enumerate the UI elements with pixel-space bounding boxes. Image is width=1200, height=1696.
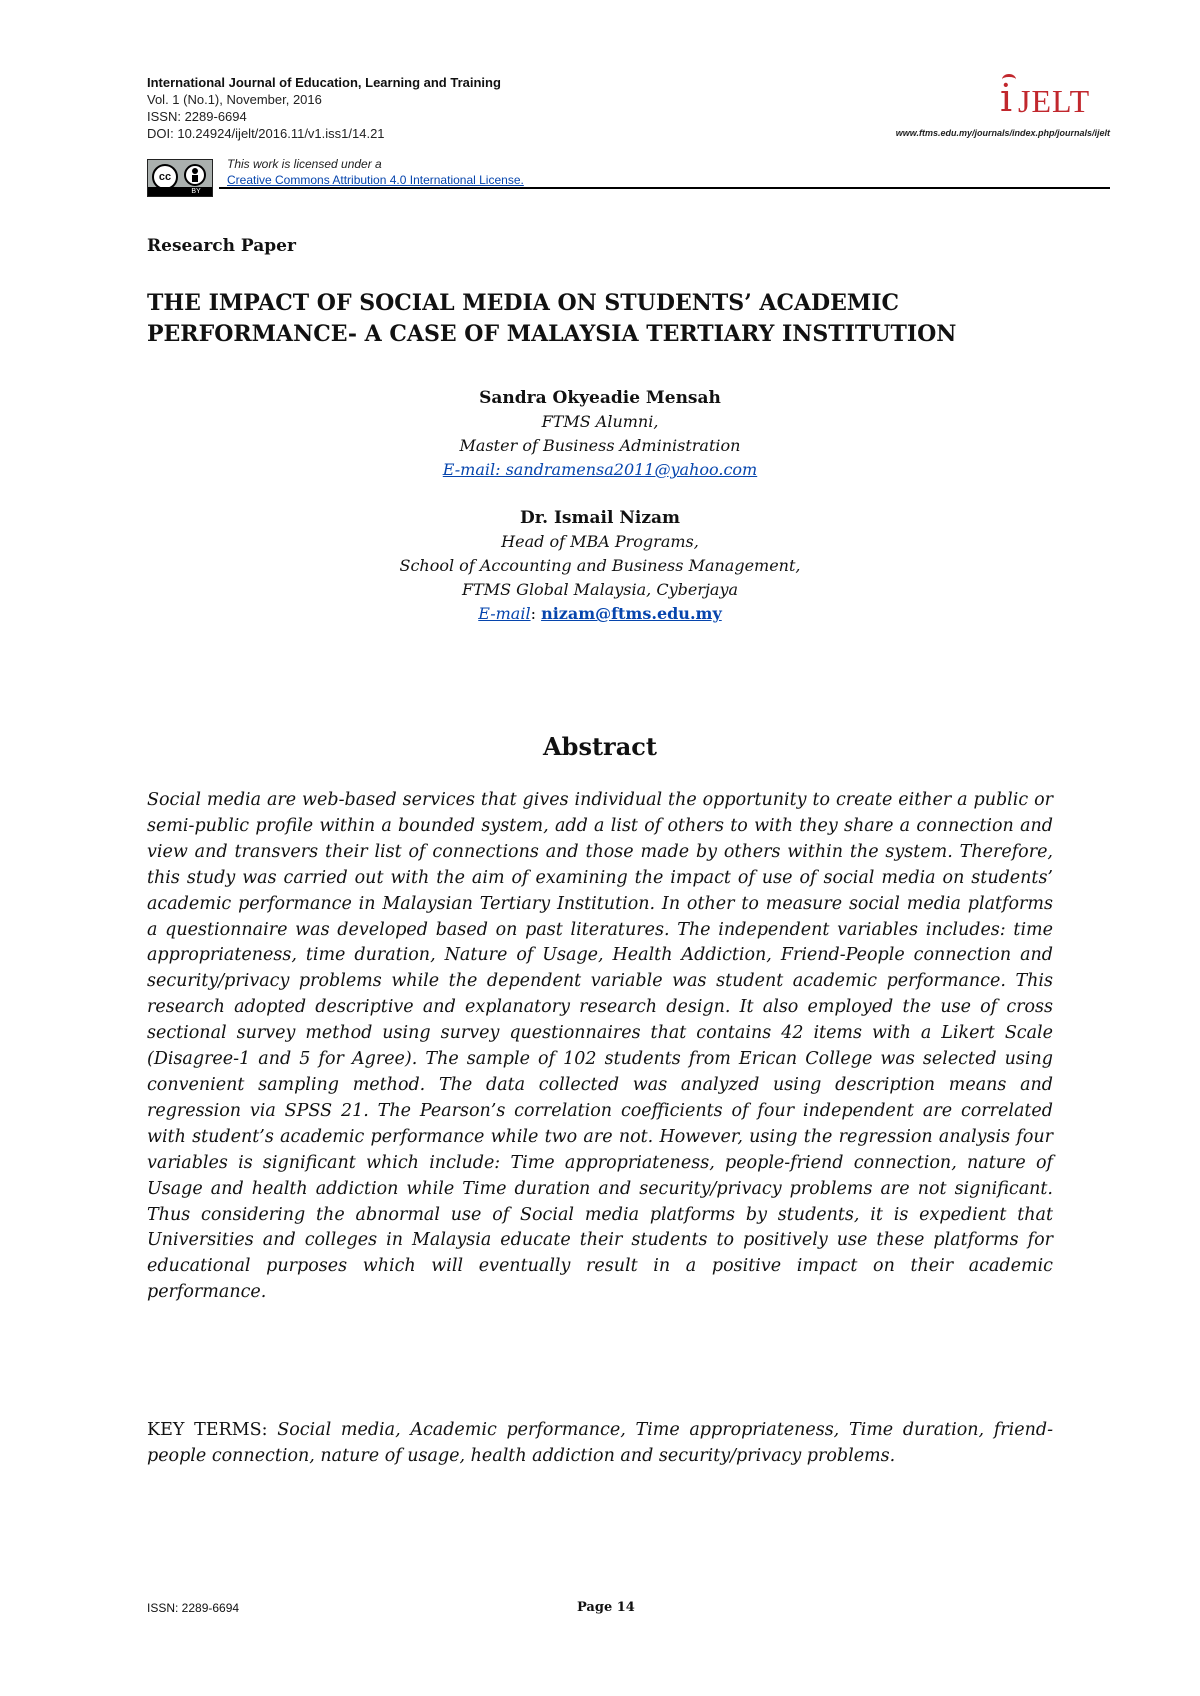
- author-block-2: [200, 506, 1000, 626]
- journal-doi: DOI: 10.24924/ijelt/2016.11/v1.iss1/14.21: [147, 126, 385, 141]
- key-terms: [147, 1418, 1053, 1470]
- attribution-person-icon: [184, 164, 206, 186]
- author-affiliation: Head of MBA Programs,: [501, 532, 699, 551]
- footer-issn: ISSN: 2289-6694: [147, 1601, 240, 1615]
- author-affiliation: Master of Business Administration: [459, 436, 741, 455]
- header-divider: [219, 187, 1110, 189]
- by-label: BY: [191, 188, 201, 195]
- license-text: This work is licensed under a: [227, 157, 382, 171]
- key-terms-label: KEY TERMS:: [147, 1420, 268, 1440]
- abstract-heading: Abstract: [543, 732, 657, 761]
- logo-letter-i: i: [1000, 76, 1013, 120]
- author-name: Dr. Ismail Nizam: [520, 508, 680, 528]
- journal-volume: Vol. 1 (No.1), November, 2016: [147, 92, 322, 107]
- journal-name: International Journal of Education, Learning and Training: [147, 75, 501, 90]
- author-block-1: [200, 386, 1000, 482]
- paper-title: THE IMPACT OF SOCIAL MEDIA ON STUDENTS’ ACADEMIC PERFORMANCE- A CASE OF MALAYSIA TERTIARY INSTITUTION: [147, 290, 957, 347]
- license-block: [147, 156, 1147, 202]
- journal-site-url[interactable]: www.ftms.edu.my/journals/index.php/journals/ijelt: [895, 128, 1110, 138]
- email-separator: :: [530, 604, 542, 623]
- cc-icon: cc: [152, 164, 178, 190]
- license-link[interactable]: Creative Commons Attribution 4.0 International License.: [227, 173, 524, 187]
- author-affiliation: FTMS Global Malaysia, Cyberjaya: [461, 580, 739, 599]
- author-email-label[interactable]: E-mail: [478, 604, 531, 623]
- author-affiliation: School of Accounting and Business Management,: [399, 556, 801, 575]
- cc-by-badge-icon[interactable]: [147, 159, 213, 197]
- key-terms-text: Social media, Academic performance, Time appropriateness, Time duration, friend-people connection, nature of usage, health addiction and security/privacy problems.: [147, 1420, 1054, 1466]
- section-label: Research Paper: [147, 236, 296, 256]
- page-number: Page 14: [577, 1600, 635, 1615]
- abstract-text: Social media are web-based services that gives individual the opportunity to create either a public or semi-public profile within a bounded system, add a list of others to with they share a connection and view and transvers their list of connections and those made by others within the system. Therefore, this study was carried out with the aim of examining the impact of use of social media on students’ academic performance in Malaysian Tertiary Institution. In other to measure social media platforms a questionnaire was developed based on past literatures. The independent variables includes: time appropriateness, time duration, Nature of Usage, Health Addiction, Friend-People connection and security/privacy problems while the dependent variable was student academic performance. This research adopted descriptive and explanatory research design. It also employed the use of cross sectional survey method using survey questionnaires that contains 42 items with a Likert Scale (Disagree-1 and 5 for Agree). The sample of 102 students from Erican College was selected using convenient sampling method. The data collected was analyzed using description means and regression via SPSS 21. The Pearson’s correlation coefficients of four independent are correlated with student’s academic performance while two are not. However, using the regression analysis four variables is significant which include: Time appropriateness, people-friend connection, nature of Usage and health addiction while Time duration and security/privacy problems are not significant. Thus considering the abnormal use of Social media platforms by students, it is expedient that Universities and colleges in Malaysia educate their students to positively use these platforms for educational purposes which will eventually result in a positive impact on their academic performance.: [147, 790, 1053, 1303]
- author-name: Sandra Okyeadie Mensah: [479, 388, 721, 408]
- author-email-link[interactable]: E-mail: sandramensa2011@yahoo.com: [442, 460, 758, 479]
- journal-header: [147, 74, 707, 142]
- author-email-link[interactable]: nizam@ftms.edu.my: [541, 604, 722, 623]
- journal-issn: ISSN: 2289-6694: [147, 109, 247, 124]
- logo-letters: JELT: [1018, 83, 1091, 119]
- author-affiliation: FTMS Alumni,: [541, 412, 659, 431]
- ijelt-logo: [1000, 74, 1110, 124]
